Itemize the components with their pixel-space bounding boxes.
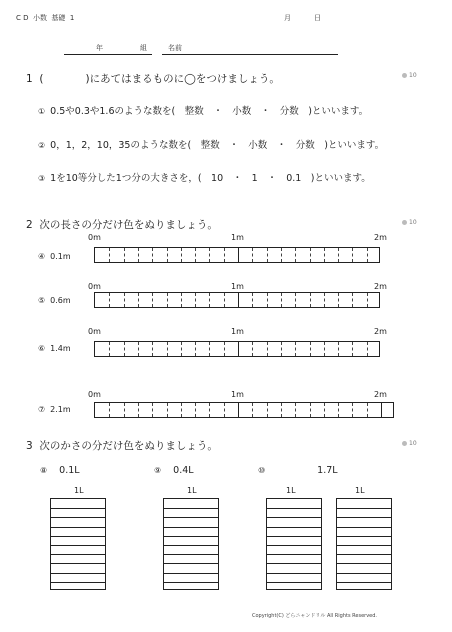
q1-item-1: ① 0.5や0.3や1.6のような数を( 整数 ・ 小数 ・ 分数 )といいます。 (38, 106, 369, 117)
q2-item-5: ⑤ 0.6m (38, 296, 71, 305)
bar-tick (138, 342, 139, 356)
bar-tick (238, 248, 239, 262)
bar-tick (238, 342, 239, 356)
q2-item-4: ④ 0.1m (38, 252, 71, 261)
bar-tick (224, 248, 225, 262)
bar-tick (167, 248, 168, 262)
beaker-line (164, 536, 218, 537)
bar-tick (252, 293, 253, 307)
bar-tick (352, 342, 353, 356)
bar-tick (310, 403, 311, 417)
bar-tick (352, 403, 353, 417)
bar-tick (295, 248, 296, 262)
bar-tick (138, 293, 139, 307)
q3-item-10: ⑩ 1.7L (258, 465, 338, 476)
bar-tick (124, 293, 125, 307)
q1-item-2: ② 0，1，2，10，35のような数を( 整数 ・ 小数 ・ 分数 )といいます。 (38, 140, 385, 151)
bar-tick (367, 248, 368, 262)
scale-label: 1m (231, 233, 244, 242)
name-label: 名前 (168, 44, 182, 52)
bar-tick (181, 342, 182, 356)
beaker-10a[interactable] (266, 498, 322, 590)
bar-tick (338, 342, 339, 356)
q1-item-3: ③ 1を10等分した1つ分の大きさを，( 10 ・ 1 ・ 0.1 )といいます。 (38, 173, 371, 184)
class-label: 組 (140, 44, 147, 52)
bar-tick (324, 293, 325, 307)
month-label: 月 (284, 14, 291, 22)
beaker-line (337, 508, 391, 509)
beaker-line (267, 536, 321, 537)
bar-tick (267, 403, 268, 417)
bar-tick (295, 403, 296, 417)
q2-heading: 2 次の長さの分だけ色をぬりましょう。 (26, 219, 218, 231)
bar-tick (152, 342, 153, 356)
bar-tick (181, 403, 182, 417)
bar-tick (167, 293, 168, 307)
beaker-line (164, 573, 218, 574)
bar-tick (124, 403, 125, 417)
bar-tick (324, 342, 325, 356)
beaker-10a-label: 1L (286, 486, 296, 495)
length-bar-4[interactable] (94, 247, 380, 263)
q2-item-7: ⑦ 2.1m (38, 405, 71, 414)
beaker-line (267, 545, 321, 546)
bar-tick (195, 403, 196, 417)
bar-tick (152, 293, 153, 307)
bar-tick (238, 403, 239, 417)
bar-tick (124, 248, 125, 262)
bar-tick (109, 248, 110, 262)
bar-tick (310, 248, 311, 262)
bar-tick (352, 293, 353, 307)
beaker-line (51, 527, 105, 528)
bar-tick (109, 293, 110, 307)
beaker-line (337, 563, 391, 564)
bar-tick (281, 248, 282, 262)
bar-tick (281, 403, 282, 417)
beaker-line (337, 545, 391, 546)
bar-tick (152, 403, 153, 417)
q3-item-8: ⑧ 0.1L (40, 465, 80, 476)
bar-tick (367, 403, 368, 417)
bar-tick (209, 293, 210, 307)
bar-tick (367, 293, 368, 307)
beaker-line (51, 582, 105, 583)
beaker-line (267, 508, 321, 509)
q3-heading: 3 次のかさの分だけ色をぬりましょう。 (26, 440, 218, 452)
beaker-10b[interactable] (336, 498, 392, 590)
bar-tick (209, 403, 210, 417)
beaker-line (164, 517, 218, 518)
scale-label: 0m (88, 390, 101, 399)
bar-tick (252, 248, 253, 262)
bar-tick (295, 342, 296, 356)
bar-tick (124, 342, 125, 356)
bar-tick (152, 248, 153, 262)
class-line (64, 54, 152, 55)
bar-tick (238, 293, 239, 307)
beaker-line (337, 517, 391, 518)
bar-tick (209, 248, 210, 262)
scale-label: 2m (374, 390, 387, 399)
scale-label: 0m (88, 327, 101, 336)
length-bar-6[interactable] (94, 341, 380, 357)
beaker-line (337, 536, 391, 537)
bar-tick (195, 248, 196, 262)
beaker-line (337, 527, 391, 528)
bar-tick (310, 342, 311, 356)
beaker-8-label: 1L (74, 486, 84, 495)
q2-points: 10 (402, 219, 417, 226)
beaker-9-label: 1L (187, 486, 197, 495)
bar-tick (338, 403, 339, 417)
beaker-line (51, 545, 105, 546)
beaker-8[interactable] (50, 498, 106, 590)
scale-label: 0m (88, 282, 101, 291)
bar-tick (338, 248, 339, 262)
beaker-line (337, 582, 391, 583)
q3-points: 10 (402, 440, 417, 447)
beaker-line (337, 554, 391, 555)
beaker-9[interactable] (163, 498, 219, 590)
bar-tick (195, 293, 196, 307)
bar-tick (109, 342, 110, 356)
bar-tick (267, 342, 268, 356)
day-label: 日 (314, 14, 321, 22)
bar-tick (224, 293, 225, 307)
scale-label: 2m (374, 233, 387, 242)
beaker-line (267, 554, 321, 555)
scale-label: 2m (374, 327, 387, 336)
beaker-line (164, 545, 218, 546)
bar-tick (195, 342, 196, 356)
q2-item-6: ⑥ 1.4m (38, 344, 71, 353)
scale-label: 1m (231, 390, 244, 399)
bar-tick (338, 293, 339, 307)
bar-tick (324, 403, 325, 417)
bar-tick (167, 403, 168, 417)
bar-tick (267, 248, 268, 262)
bar-tick (281, 342, 282, 356)
length-bar-5[interactable] (94, 292, 380, 308)
bar-tick (267, 293, 268, 307)
bar-tick (295, 293, 296, 307)
copyright: Copyright(C) どらニャンドリル All Rights Reserved. (252, 613, 378, 619)
year-label: 年 (96, 44, 103, 52)
beaker-line (164, 508, 218, 509)
bar-tick (367, 342, 368, 356)
beaker-line (164, 563, 218, 564)
bar-tick (310, 293, 311, 307)
beaker-line (51, 508, 105, 509)
length-bar-7[interactable] (94, 402, 394, 418)
beaker-line (164, 582, 218, 583)
beaker-line (267, 563, 321, 564)
beaker-line (51, 554, 105, 555)
beaker-line (267, 573, 321, 574)
beaker-line (51, 573, 105, 574)
bar-tick (352, 248, 353, 262)
bar-tick (224, 342, 225, 356)
beaker-line (164, 527, 218, 528)
bar-tick (209, 342, 210, 356)
bar-tick (252, 342, 253, 356)
bar-tick (181, 248, 182, 262)
q3-item-9: ⑨ 0.4L (154, 465, 194, 476)
beaker-line (337, 573, 391, 574)
bar-tick (138, 403, 139, 417)
bar-tick (109, 403, 110, 417)
q1-points: 10 (402, 72, 417, 79)
scale-label: 1m (231, 327, 244, 336)
bar-tick (381, 403, 382, 417)
scale-label: 0m (88, 233, 101, 242)
scale-label: 2m (374, 282, 387, 291)
bar-tick (281, 293, 282, 307)
beaker-line (267, 517, 321, 518)
name-line[interactable] (162, 54, 338, 55)
worksheet-title: C D 小数 基礎 1 (16, 14, 75, 22)
bar-tick (167, 342, 168, 356)
bar-tick (252, 403, 253, 417)
beaker-line (51, 517, 105, 518)
bar-tick (181, 293, 182, 307)
beaker-line (51, 563, 105, 564)
beaker-line (267, 582, 321, 583)
beaker-line (164, 554, 218, 555)
beaker-line (51, 536, 105, 537)
q1-heading: 1 ( )にあてはまるものに◯をつけましょう。 (26, 73, 280, 85)
beaker-line (267, 527, 321, 528)
scale-label: 1m (231, 282, 244, 291)
bar-tick (324, 248, 325, 262)
bar-tick (224, 403, 225, 417)
beaker-10b-label: 1L (355, 486, 365, 495)
bar-tick (138, 248, 139, 262)
